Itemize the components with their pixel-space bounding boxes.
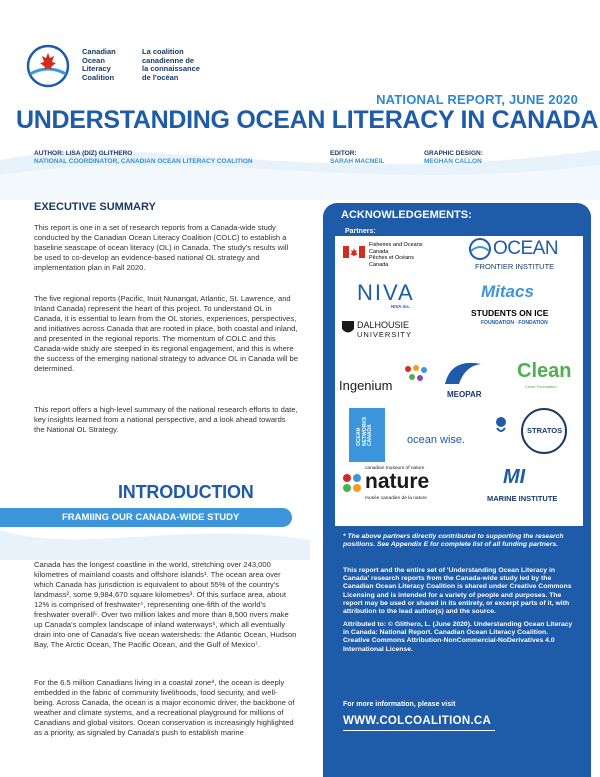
attribution-text: Attributed to: © Glithero, L. (June 2020). Understanding Ocean Literacy in Canada: National Report. Canadian Ocean Literacy Coalition. Creative Commons Attribution-NonCommercial-NoDerivatives 4.0 International License.: [343, 621, 573, 653]
ocean-wise-icon: [493, 416, 509, 434]
partners-label: Partners:: [345, 228, 376, 235]
website-underline: [343, 730, 495, 731]
ingenium-logo: Ingenium: [339, 378, 393, 393]
niva-logo: NIVA: [357, 280, 415, 305]
website-link[interactable]: WWW.COLCOALITION.CA: [343, 715, 492, 727]
meopar-logo: MEOPAR: [447, 390, 482, 399]
clean-subtitle: Clean Foundation: [525, 384, 557, 389]
soi-logo: STUDENTS ON ICE: [471, 308, 549, 318]
onc-logo: [349, 408, 385, 462]
canada-flag-icon: [343, 246, 365, 258]
section-subtitle-bar: [0, 508, 292, 527]
partners-note: * The above partners directly contributed to supporting the research positions. See Appendix E for complete list of all funding partners.: [343, 533, 564, 549]
stratos-logo: STRATOS: [527, 426, 563, 435]
executive-summary-heading: EXECUTIVE SUMMARY: [34, 201, 156, 213]
section-subtitle: FRAMIING OUR CANADA-WIDE STUDY: [62, 512, 240, 523]
design-credit: GRAPHIC DESIGN: MEGHAN CALLON: [424, 150, 483, 165]
soi-subtitle: FOUNDATION · FONDATION: [481, 320, 548, 326]
ocean-wave-icon: [467, 238, 493, 260]
org-name-fr: La coalition canadienne de la connaissance de l'océan: [142, 47, 200, 82]
mitacs-logo: Mitacs: [481, 282, 534, 301]
stratos-logo-ring: [521, 408, 567, 454]
more-info-text: For more information, please visit: [343, 701, 456, 708]
dalhousie-crest-icon: [341, 320, 355, 336]
summary-paragraph: This report is one in a set of research reports from a Canada-wide study conducted by the Canadian Ocean Literacy Coalition (COLC) to establish a baseline seascape of ocean literacy (OL) in Canada. The study's results will be used to co-develop an evidence-based national OL strategy and implementation plan in Fall 2020.: [34, 223, 289, 272]
ingenium-dots-icon: [403, 364, 429, 384]
colc-logo-icon: [26, 44, 70, 88]
niva-subtitle: NIVA Inc.: [391, 304, 411, 309]
dalhousie-logo: DALHOUSIE UNIVERSITY: [357, 320, 413, 339]
author-credit: AUTHOR: LISA (DIZ) GLITHERO NATIONAL COORDINATOR, CANADIAN OCEAN LITERACY COALITION: [34, 150, 253, 165]
clean-logo: Clean: [517, 360, 572, 382]
summary-paragraph: The five regional reports (Pacific, Inuit Nunangat, Atlantic, St. Lawrence, and Inland Canada) represent the heart of this project. To understand OL in Canada, it is essential to learn from the OL stories, experiences, perspectives, and initiatives across Canada that are rooted in place, both coastal and inland, and presented in the regional reports. The momentum of COLC and this Canada-wide study are steeped in its regional engagement, and this is where the success of the emerging national strategy to advance OL in Canada will be determined.: [34, 294, 298, 373]
intro-paragraph: For the 6.5 million Canadians living in a coastal zone⁸, the ocean is deeply embedded in the fabric of community livelihoods, food security, and well-being. Across Canada, the ocean is a major economic driver, the backbone of weather and climate systems, and a recreational playground for millions of Canadians and global visitors. Ocean conservation is increasingly highlighted as a priority, as signaled by Canada's push to establish marine: [34, 678, 295, 737]
nature-museum-top: canadian museum of nature: [365, 466, 425, 471]
ofi-logo: OCEAN: [493, 238, 559, 259]
ocean-wise-logo: ocean wise.: [407, 434, 466, 446]
intro-paragraph: Canada has the longest coastline in the world, stretching over 243,000 kilometres of mainland coasts and offshore islands¹. The ocean area over which Canada has jurisdiction is equivalent to about 55% of the country's landmass², some 9,984,670 square kilometres³. Of this surface area, about 12% is comprised of freshwater⁴, representing one-fifth of the world's freshwater overall⁵. Over two million lakes and more than 8,500 rivers make up Canada's complex landscape of inland waterways⁶, which all eventually drain into one of Canada's five ocean watersheds: the Atlantic Ocean, Hudson Bay, The Arctic Ocean, The Pacific Ocean, and the Gulf of Mexico⁷.: [34, 560, 297, 649]
marine-institute-logo: MARINE INSTITUTE: [487, 494, 558, 503]
nature-museum-bottom: musée canadien de la nature: [365, 496, 427, 501]
org-name-en: Canadian Ocean Literacy Coalition: [82, 47, 116, 82]
onc-logo-text: OCEAN NETWORKS CANADA: [356, 416, 373, 446]
acknowledgements-panel: [323, 203, 591, 777]
introduction-heading: INTRODUCTION: [118, 482, 254, 502]
mi-monogram: MI: [503, 466, 526, 488]
meopar-wave-icon: [443, 354, 483, 388]
acknowledgements-heading: ACKNOWLEDGEMENTS:: [341, 209, 472, 221]
dfo-logo: Fisheries and Oceans Canada Pêches et Océans Canada: [369, 242, 423, 268]
report-label: NATIONAL REPORT, JUNE 2020: [376, 92, 578, 107]
page-title: UNDERSTANDING OCEAN LITERACY IN CANADA: [16, 106, 599, 134]
summary-paragraph: This report offers a high-level summary of the national research efforts to date, key insights learned from a national perspective, and a look ahead towards the National OL Strategy.: [34, 405, 298, 434]
ofi-subtitle: FRONTIER INSTITUTE: [475, 262, 555, 271]
license-text: This report and the entire set of 'Understanding Ocean Literacy in Canada' research reports from the Canada-wide study led by the Canadian Ocean Literacy Coalition is shared under Creative Commons Licensing and is intended for a variety of people and purposes. The report may be used or shared in its entirety, or excerpt parts of it, with attribution to the lead author(s) and the source.: [343, 567, 572, 616]
editor-credit: EDITOR: SARAH MACNEIL: [330, 150, 385, 165]
nature-museum-icon: [341, 472, 363, 494]
partner-logos: [335, 236, 583, 526]
nature-museum-logo: nature: [365, 470, 430, 493]
